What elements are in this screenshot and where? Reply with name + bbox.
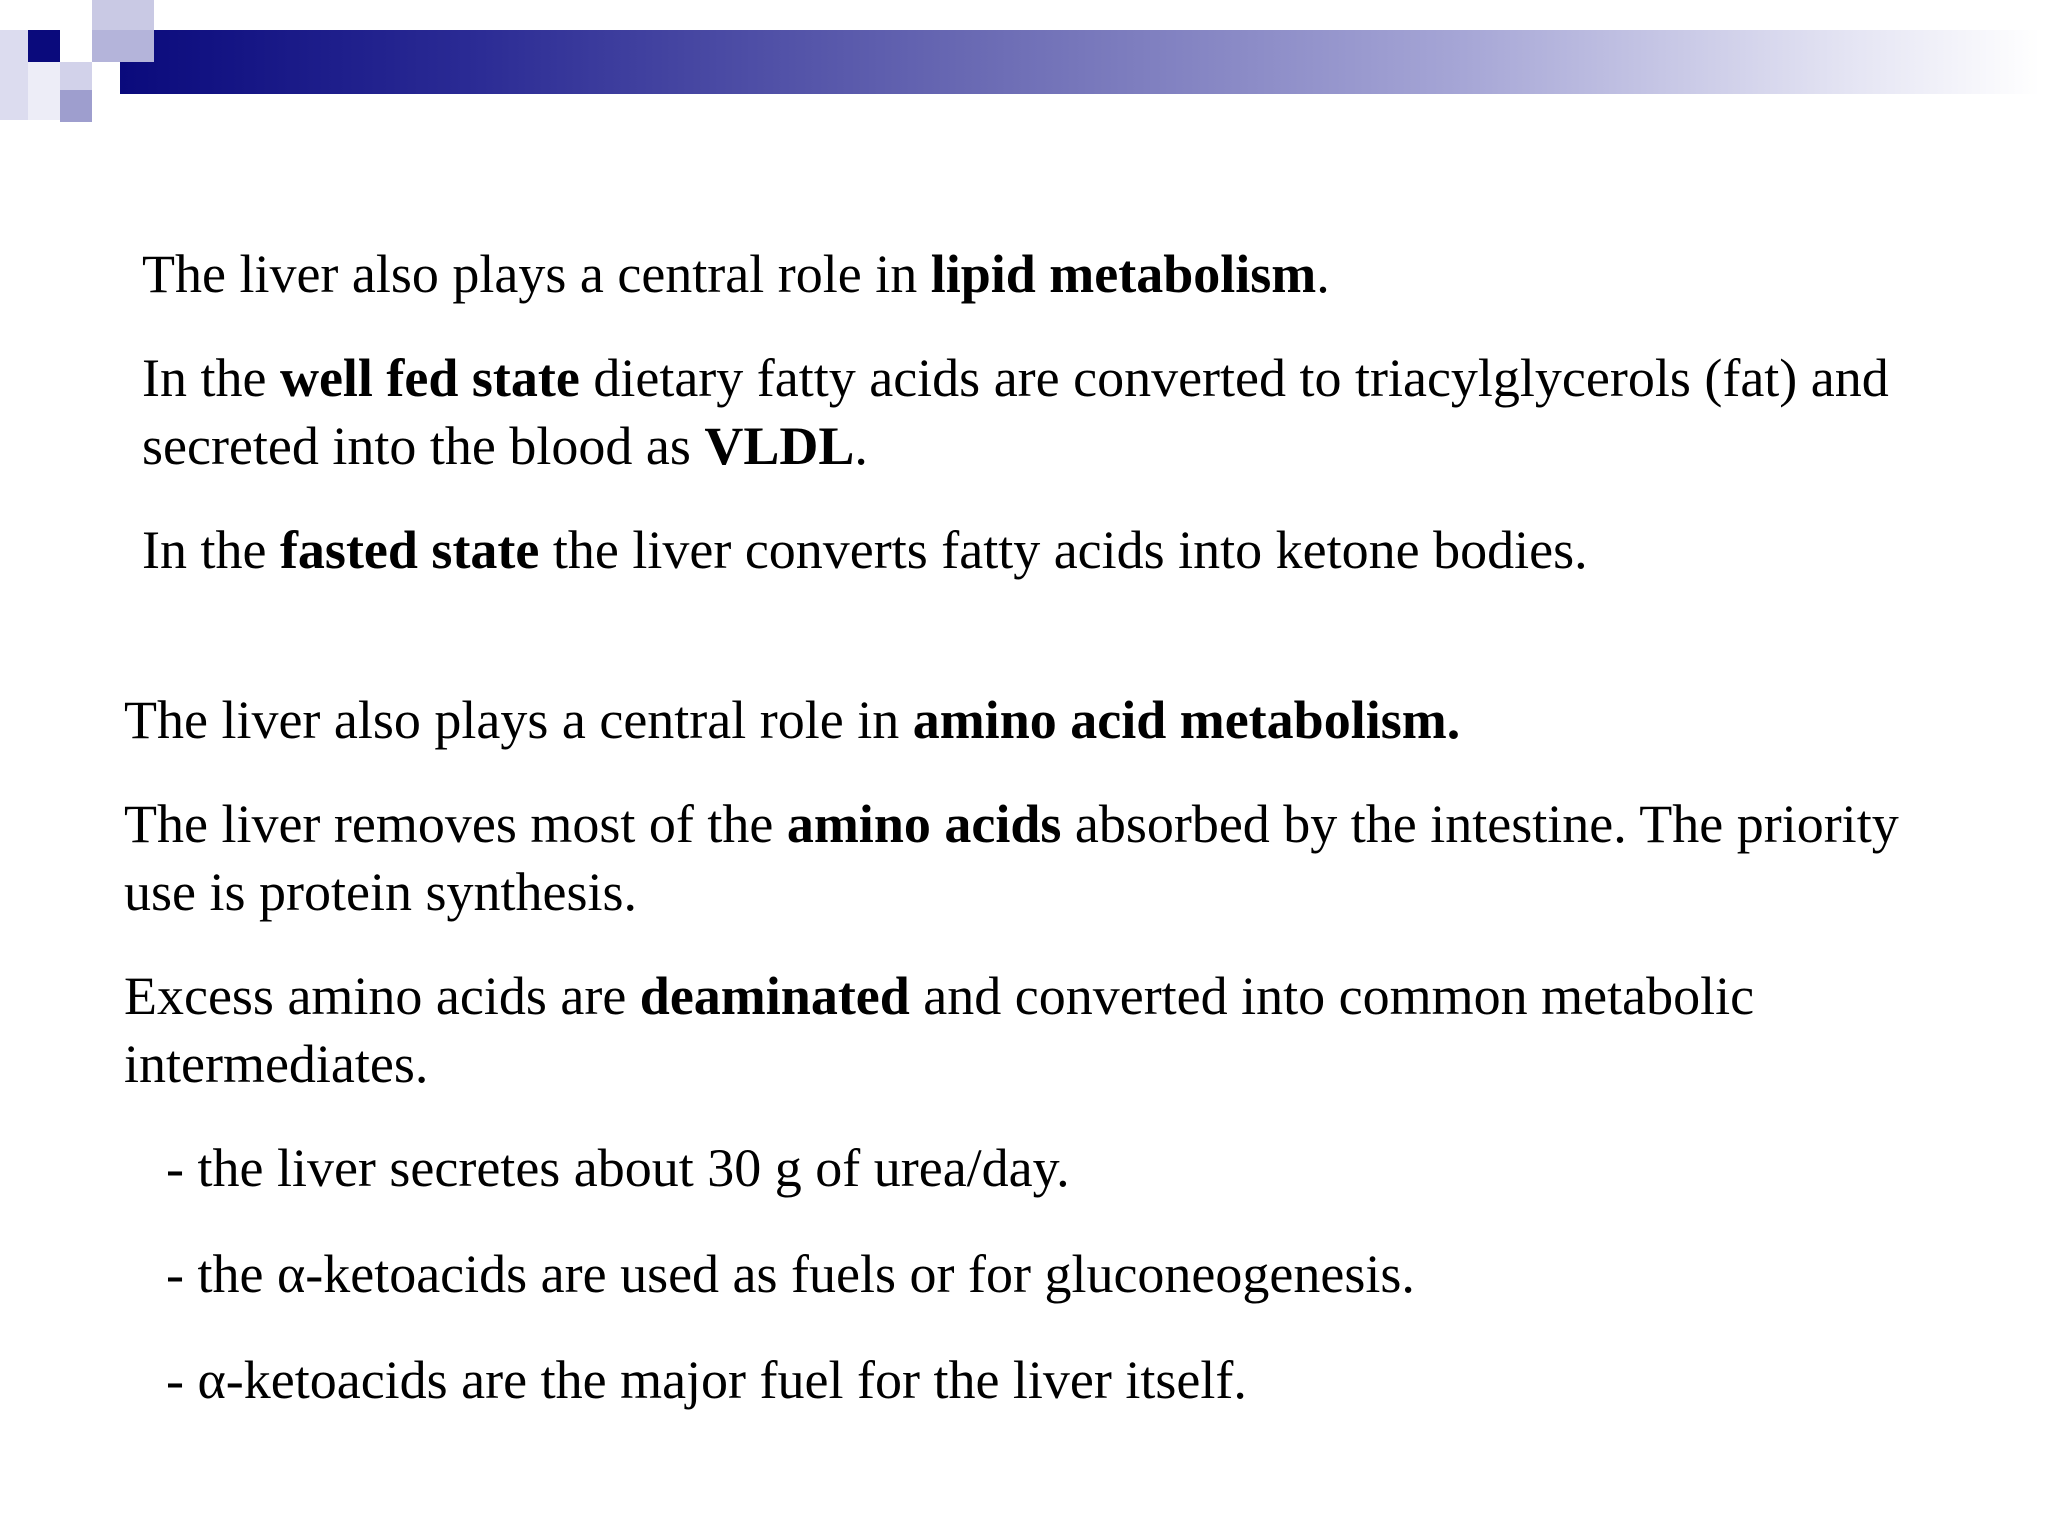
text-run: and converted into common metabolic intermediates.: [124, 966, 1755, 1094]
text-run: dietary fatty acids are converted to triacylglycerols (fat) and secreted into the blood as: [142, 348, 1889, 476]
well-fed-paragraph: [142, 344, 1942, 480]
text-run: The liver also plays a central role in: [124, 690, 913, 750]
fasted-state-paragraph: [142, 516, 2002, 584]
text-run: .: [1316, 244, 1330, 304]
bold-term: fasted state: [279, 520, 540, 580]
bullet-item: - α-ketoacids are the major fuel for the liver itself.: [166, 1350, 1247, 1410]
text-run: In the: [142, 520, 280, 580]
amino-intro-paragraph: [124, 686, 2004, 754]
bold-term: amino acid metabolism.: [912, 690, 1461, 750]
text-run: .: [854, 416, 868, 476]
text-run: absorbed by the intestine. The priority use is protein synthesis.: [124, 794, 1899, 922]
text-run: The liver removes most of the: [124, 794, 787, 854]
bold-term: VLDL: [704, 416, 855, 476]
text-run: Excess amino acids are: [124, 966, 640, 1026]
bullet-item: - the liver secretes about 30 g of urea/day.: [166, 1138, 1070, 1198]
bold-term: well fed state: [279, 348, 580, 408]
bold-term: amino acids: [786, 794, 1062, 854]
bold-term: deaminated: [639, 966, 910, 1026]
lipid-intro-paragraph: [142, 240, 2002, 308]
bullet-item: - the α-ketoacids are used as fuels or for gluconeogenesis.: [166, 1244, 1415, 1304]
deamination-paragraph: [124, 962, 1924, 1098]
bold-term: lipid metabolism: [930, 244, 1317, 304]
text-run: In the: [142, 348, 280, 408]
text-run: The liver also plays a central role in: [142, 244, 931, 304]
text-run: the liver converts fatty acids into ketone bodies.: [539, 520, 1588, 580]
amino-removal-paragraph: [124, 790, 1904, 926]
